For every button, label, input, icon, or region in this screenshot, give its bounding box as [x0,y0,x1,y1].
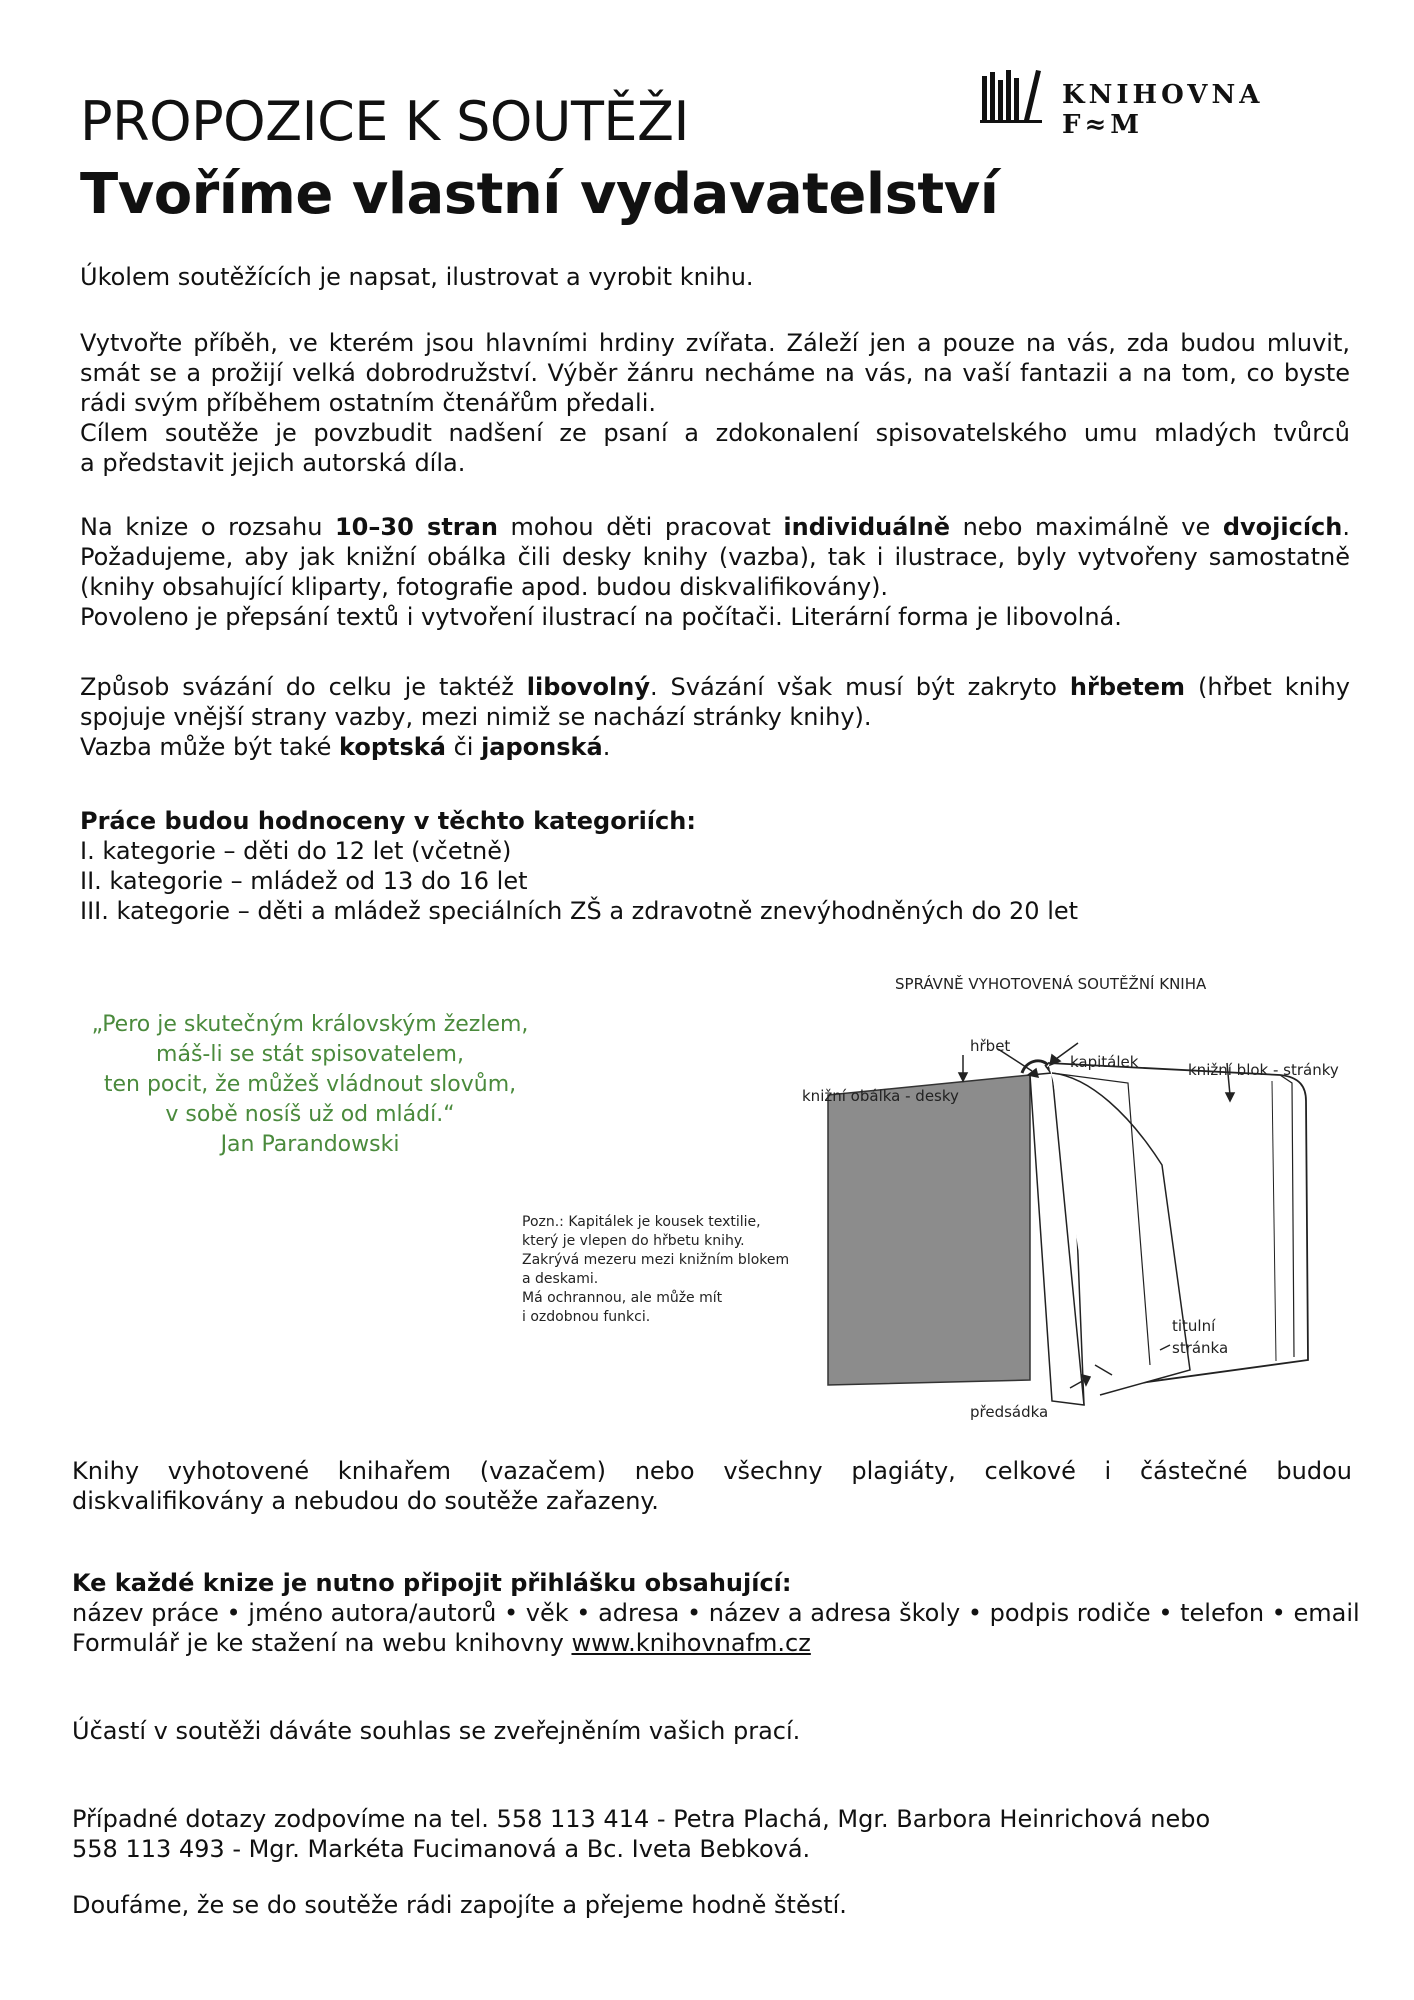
label-book-block: knižní blok - stránky [1188,1061,1339,1079]
quote-line: ten pocit, že můžeš vládnout slovům, [103,1072,517,1097]
logo-text: KNIHOVNA F≈M [1062,80,1264,140]
contacts-text [72,1804,1352,1864]
text-line: (knihy obsahující kliparty, fotografie apod. budou diskvalifikovány). [80,573,889,601]
text-line: Požadujeme, aby jak knižní obálka čili desky knihy (vazba), tak i ilustrace, byly vytvořeny samostatně [80,543,1350,571]
quote-author: Jan Parandowski [220,1132,400,1157]
library-logo-icon [980,66,1044,124]
text-line: spojuje vnější strany vazby, mezi nimiž se nachází stránky knihy). [80,703,872,731]
intro-text: Úkolem soutěžících je napsat, ilustrovat a vyrobit knihu. [80,263,754,291]
text-line: 558 113 493 - Mgr. Markéta Fucimanová a Bc. Iveta Bebková. [72,1835,811,1863]
closing-text: Doufáme, že se do soutěže rádi zapojíte a přejeme hodně štěstí. [72,1891,847,1919]
application-items: název práce • jméno autora/autorů • věk • adresa • název a adresa školy • podpis rodiče • telefon • email [72,1599,1360,1627]
quote-block [90,1010,530,1160]
label-title-page: titulní stránka [1172,1317,1229,1357]
quote-line: v sobě nosíš už od mládí.“ [165,1102,455,1127]
paragraph-binding [80,672,1350,762]
text-line: rádi svým příběhem ostatním čtenářům předali. [80,389,656,417]
paragraph-plagiarism [72,1456,1352,1516]
category-item: III. kategorie – děti a mládež speciálních ZŠ a zdravotně znevýhodněných do 20 let [80,897,1079,925]
label-endpaper: předsádka [970,1403,1049,1421]
diagram-note: Pozn.: Kapitálek je kousek textilie, který je vlepen do hřbetu knihy. Zakrývá mezeru mezi knižním blokem a deskami. Má ochrannou, ale může mít i ozdobnou funkci. [522,1214,790,1325]
text-line: diskvalifikovány a nebudou do soutěže zařazeny. [72,1487,659,1515]
label-headband: kapitálek [1070,1053,1139,1071]
paragraph-rules [80,512,1350,632]
consent-text: Účastí v soutěži dáváte souhlas se zveřejněním vašich prací. [72,1717,801,1745]
text-line: a představit jejich autorská díla. [80,449,466,477]
quote-line: máš-li se stát spisovatelem, [156,1042,464,1067]
text-line: Vazba může být také koptská či japonská. [80,733,611,761]
logo [980,66,1350,140]
book-diagram [500,975,1380,1425]
page-subtitle: Tvoříme vlastní vydavatelství [80,162,999,227]
application-heading: Ke každé knize je nutno připojit přihlášku obsahující: [72,1569,792,1597]
text-line: Způsob svázání do celku je taktéž libovolný. Svázání však musí být zakryto hřbetem (hřbet knihy [80,673,1350,701]
form-line: Formulář je ke stažení na webu knihovny www.knihovnafm.cz [72,1629,811,1657]
categories-heading: Práce budou hodnoceny v těchto kategoriích: [80,807,696,835]
paragraph-story [80,328,1350,478]
text-line: Případné dotazy zodpovíme na tel. 558 113 414 - Petra Plachá, Mgr. Barbora Heinrichová nebo [72,1805,1211,1833]
quote-line: „Pero je skutečným královským žezlem, [91,1012,529,1037]
text-line: Na knize o rozsahu 10–30 stran mohou děti pracovat individuálně nebo maximálně ve dvojicích. [80,513,1350,541]
text-line: Vytvořte příběh, ve kterém jsou hlavními hrdiny zvířata. Záleží jen a pouze na vás, zda budou mluvit, [80,329,1350,357]
text-line: Povoleno je přepsání textů i vytvoření ilustrací na počítači. Literární forma je libovolná. [80,603,1122,631]
website-link[interactable]: www.knihovnafm.cz [571,1629,811,1657]
text-line: Knihy vyhotovené knihařem (vazačem) nebo všechny plagiáty, celkové i částečné budou [72,1457,1352,1485]
label-spine: hřbet [970,1037,1011,1055]
application-section [72,1568,1372,1658]
text-line: Cílem soutěže je povzbudit nadšení ze psaní a zdokonalení spisovatelského umu mladých tvůrců [80,419,1350,447]
text-line: smát se a prožijí velká dobrodružství. Výběr žánru necháme na vás, na vaší fantazii a na tom, co byste [80,359,1350,387]
page-title: PROPOZICE K SOUTĚŽI [80,90,689,153]
category-item: II. kategorie – mládež od 13 do 16 let [80,867,528,895]
diagram-title: SPRÁVNĚ VYHOTOVENÁ SOUTĚŽNÍ KNIHA [895,975,1207,993]
label-cover: knižní obálka - desky [802,1087,959,1105]
categories-section [80,806,1350,926]
book-illustration [500,975,1380,1425]
category-item: I. kategorie – děti do 12 let (včetně) [80,837,512,865]
book-cover [828,1075,1030,1385]
